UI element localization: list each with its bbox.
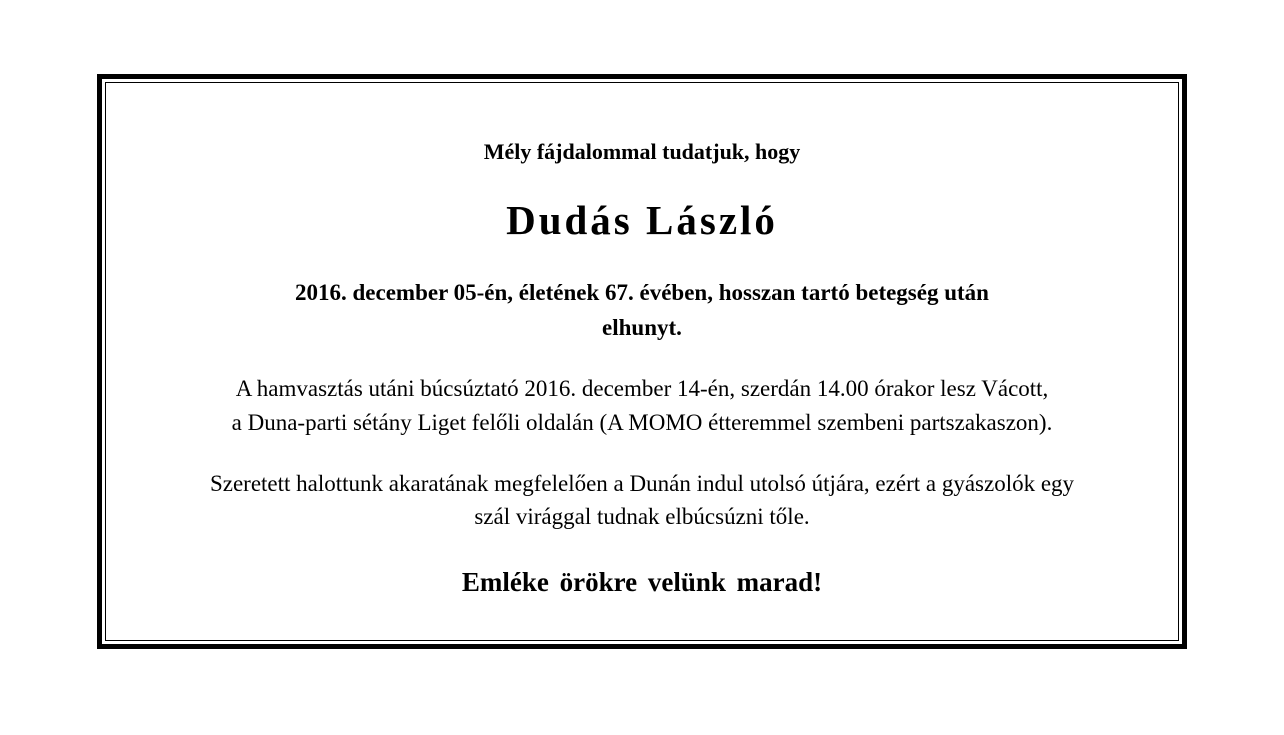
notice-inner-frame (105, 82, 1179, 641)
last-wish-line-2: szál virággal tudnak elbúcsúzni tőle. (474, 504, 810, 529)
closing-remembrance: Emléke örökre velünk marad! (461, 567, 823, 597)
notice-outer-frame (97, 74, 1187, 649)
funeral-info-line-1: A hamvasztás utáni búcsúztató 2016. december 14-én, szerdán 14.00 órakor lesz Vácott, (235, 376, 1049, 401)
funeral-info-line-2: a Duna-parti sétány Liget felőli oldalán (A MOMO étteremmel szembeni partszakaszon). (231, 410, 1053, 435)
death-announcement-line-1: 2016. december 05-én, életének 67. évében, hosszan tartó betegség után (295, 280, 989, 305)
death-announcement-line-2: elhunyt. (602, 315, 682, 340)
notice-intro: Mély fájdalommal tudatjuk, hogy (483, 139, 801, 164)
last-wish-line-1: Szeretett halottunk akaratának megfelelően a Dunán indul utolsó útjára, ezért a gyászolók egy (209, 471, 1075, 496)
deceased-name: Dudás László (506, 197, 778, 243)
